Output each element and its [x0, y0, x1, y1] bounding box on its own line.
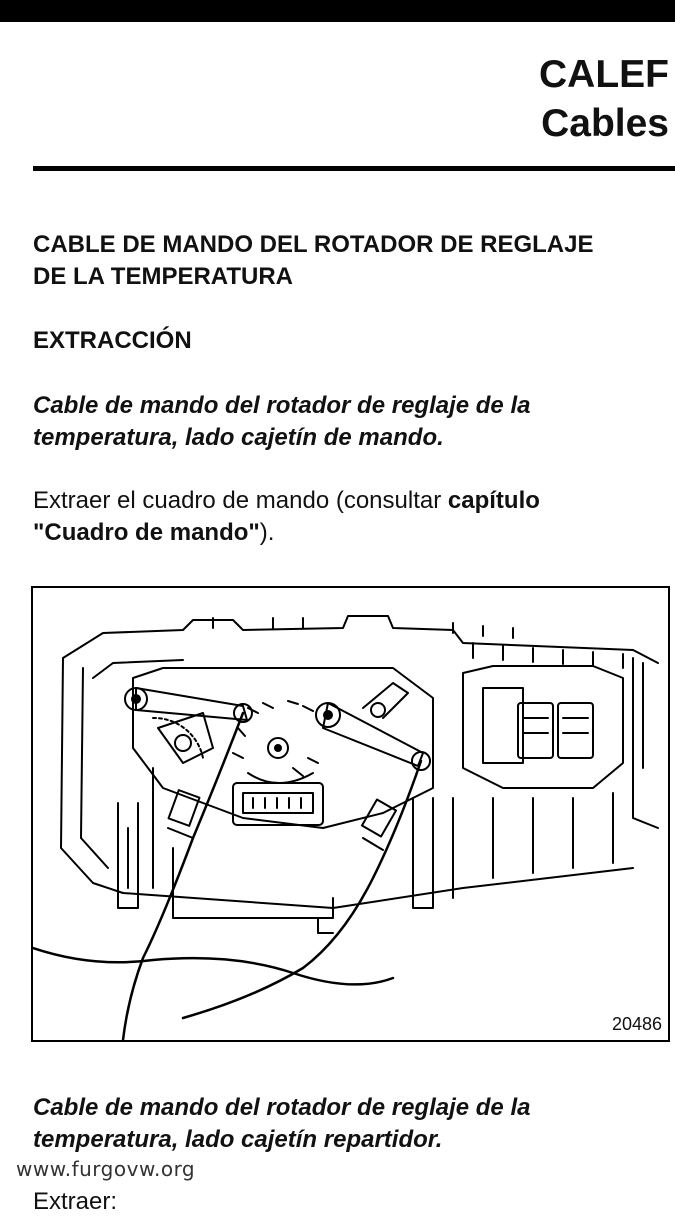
section-heading-line1: CABLE DE MANDO DEL ROTADOR DE REGLAJE	[33, 231, 594, 258]
watermark-url: www.furgovw.org	[16, 1157, 196, 1181]
control-panel-illustration	[33, 588, 668, 1040]
step1-text-bold1: capítulo	[447, 487, 540, 514]
page-header-title	[539, 50, 669, 148]
step1-text-suffix: ).	[259, 519, 275, 546]
header-divider	[33, 166, 675, 171]
figure-number: 20486	[611, 1014, 662, 1034]
step1-text-prefix: Extraer el cuadro de mando (consultar	[33, 487, 448, 514]
subheading-extraccion: EXTRACCIÓN	[33, 327, 192, 354]
step1-title-line1: Cable de mando del rotador de reglaje de la	[33, 392, 531, 419]
step1-text-bold2: "Cuadro de mando"	[33, 519, 260, 546]
header-title-line1: CALEF	[539, 53, 669, 96]
step1-text-line2	[33, 517, 274, 549]
top-bar	[0, 0, 675, 22]
step2-text: Extraer:	[33, 1188, 118, 1215]
step1-text-line1	[33, 485, 540, 517]
step1-title-line2: temperatura, lado cajetín de mando.	[33, 424, 444, 451]
header-title-line2: Cables	[541, 102, 669, 145]
step2-title-line2: temperatura, lado cajetín repartidor.	[33, 1126, 443, 1153]
technical-figure	[31, 586, 670, 1042]
step2-title-line1: Cable de mando del rotador de reglaje de la	[33, 1094, 531, 1121]
section-heading-line2: DE LA TEMPERATURA	[33, 263, 293, 290]
